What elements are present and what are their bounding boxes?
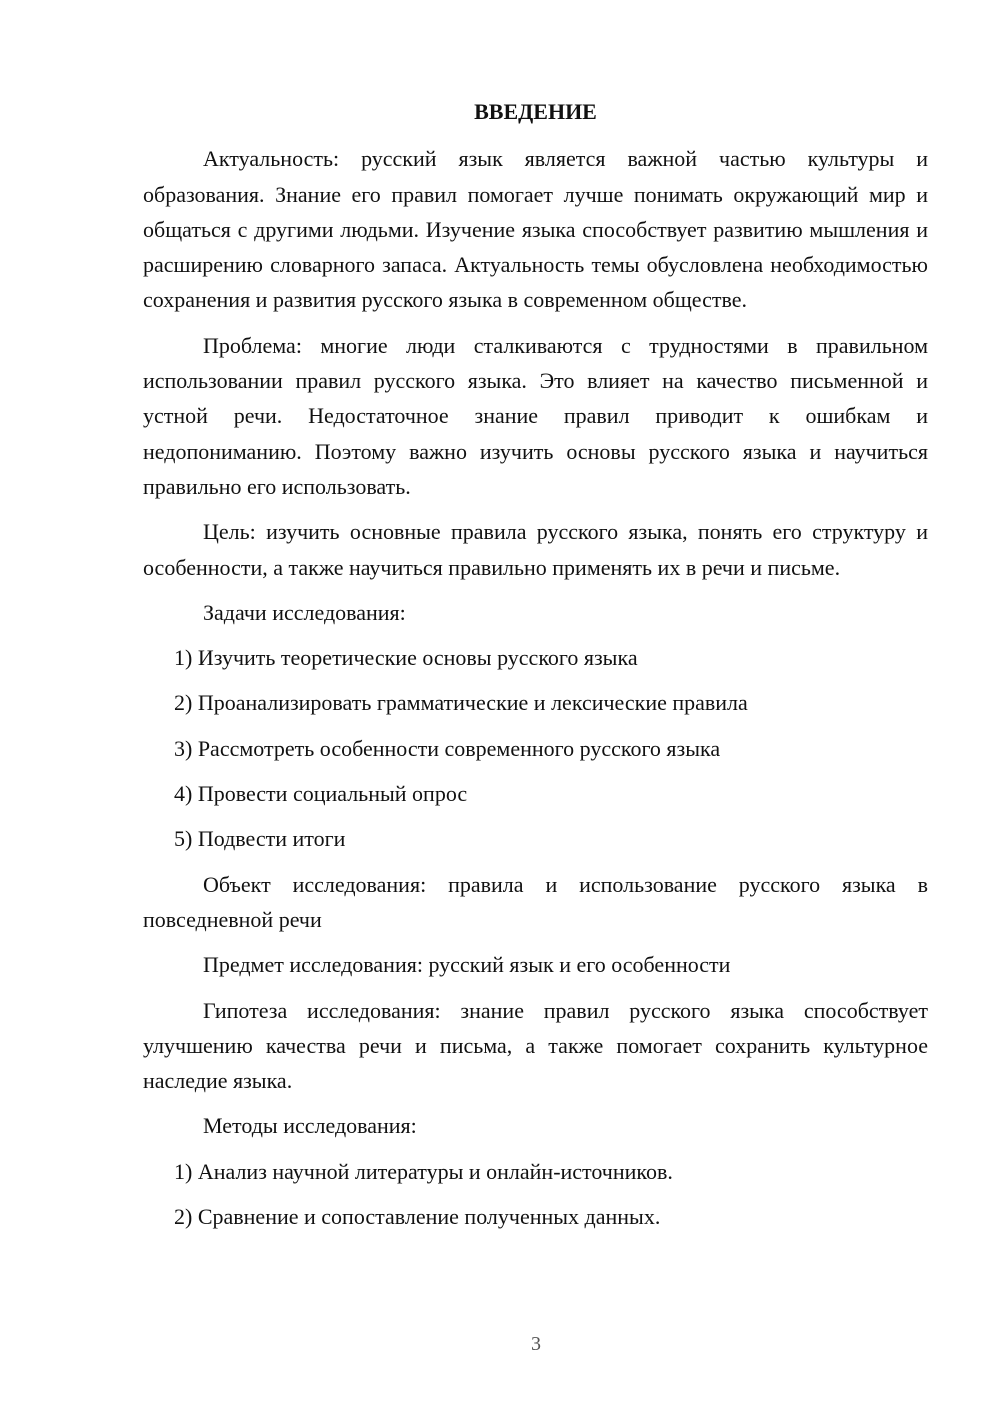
list-item: 1) Изучить теоретические основы русского языка bbox=[174, 645, 638, 671]
list-item: 2) Сравнение и сопоставление полученных данных. bbox=[174, 1204, 661, 1230]
page-title: ВВЕДЕНИЕ bbox=[474, 99, 597, 124]
goal-paragraph: Цель: изучить основные правила русского языка, понять его структуру и особенности, а также научиться правильно применять их в речи и письме. bbox=[143, 519, 928, 580]
relevance-paragraph: Актуальность: русский язык является важной частью культуры и образования. Знание его правил помогает лучше понимать окружающий мир и общаться с другими людьми. Изучение языка способствует развитию мышления и расширению словарного запаса. Актуальность темы обусловлена необходимостью сохранения и развития русского языка в современном обществе. bbox=[143, 146, 928, 313]
methods-list bbox=[143, 1154, 928, 1235]
hypothesis-paragraph: Гипотеза исследования: знание правил русского языка способствует улучшению качества речи и письма, а также помогает сохранить культурное наследие языка. bbox=[143, 997, 928, 1094]
document-page bbox=[143, 94, 928, 1244]
list-item: 4) Провести социальный опрос bbox=[174, 781, 468, 807]
tasks-label: Задачи исследования: bbox=[203, 599, 406, 625]
problem-paragraph: Проблема: многие люди сталкиваются с трудностями в правильном использовании правил русского языка. Это влияет на качество письменной и устной речи. Недостаточное знание правил приводит к ошибкам и недопониманию. Поэтому важно изучить основы русского языка и научиться правильно его использовать. bbox=[143, 332, 928, 499]
list-item: 3) Рассмотреть особенности современного русского языка bbox=[174, 735, 721, 761]
list-item: 5) Подвести итоги bbox=[174, 826, 346, 852]
page-number: 3 bbox=[531, 1333, 541, 1355]
object-paragraph: Объект исследования: правила и использование русского языка в повседневной речи bbox=[143, 871, 928, 932]
tasks-list bbox=[143, 640, 928, 856]
list-item: 2) Проанализировать грамматические и лексические правила bbox=[174, 690, 748, 716]
list-item: 1) Анализ научной литературы и онлайн-источников. bbox=[174, 1158, 673, 1184]
methods-label: Методы исследования: bbox=[203, 1113, 417, 1139]
subject-paragraph: Предмет исследования: русский язык и его особенности bbox=[203, 952, 731, 978]
